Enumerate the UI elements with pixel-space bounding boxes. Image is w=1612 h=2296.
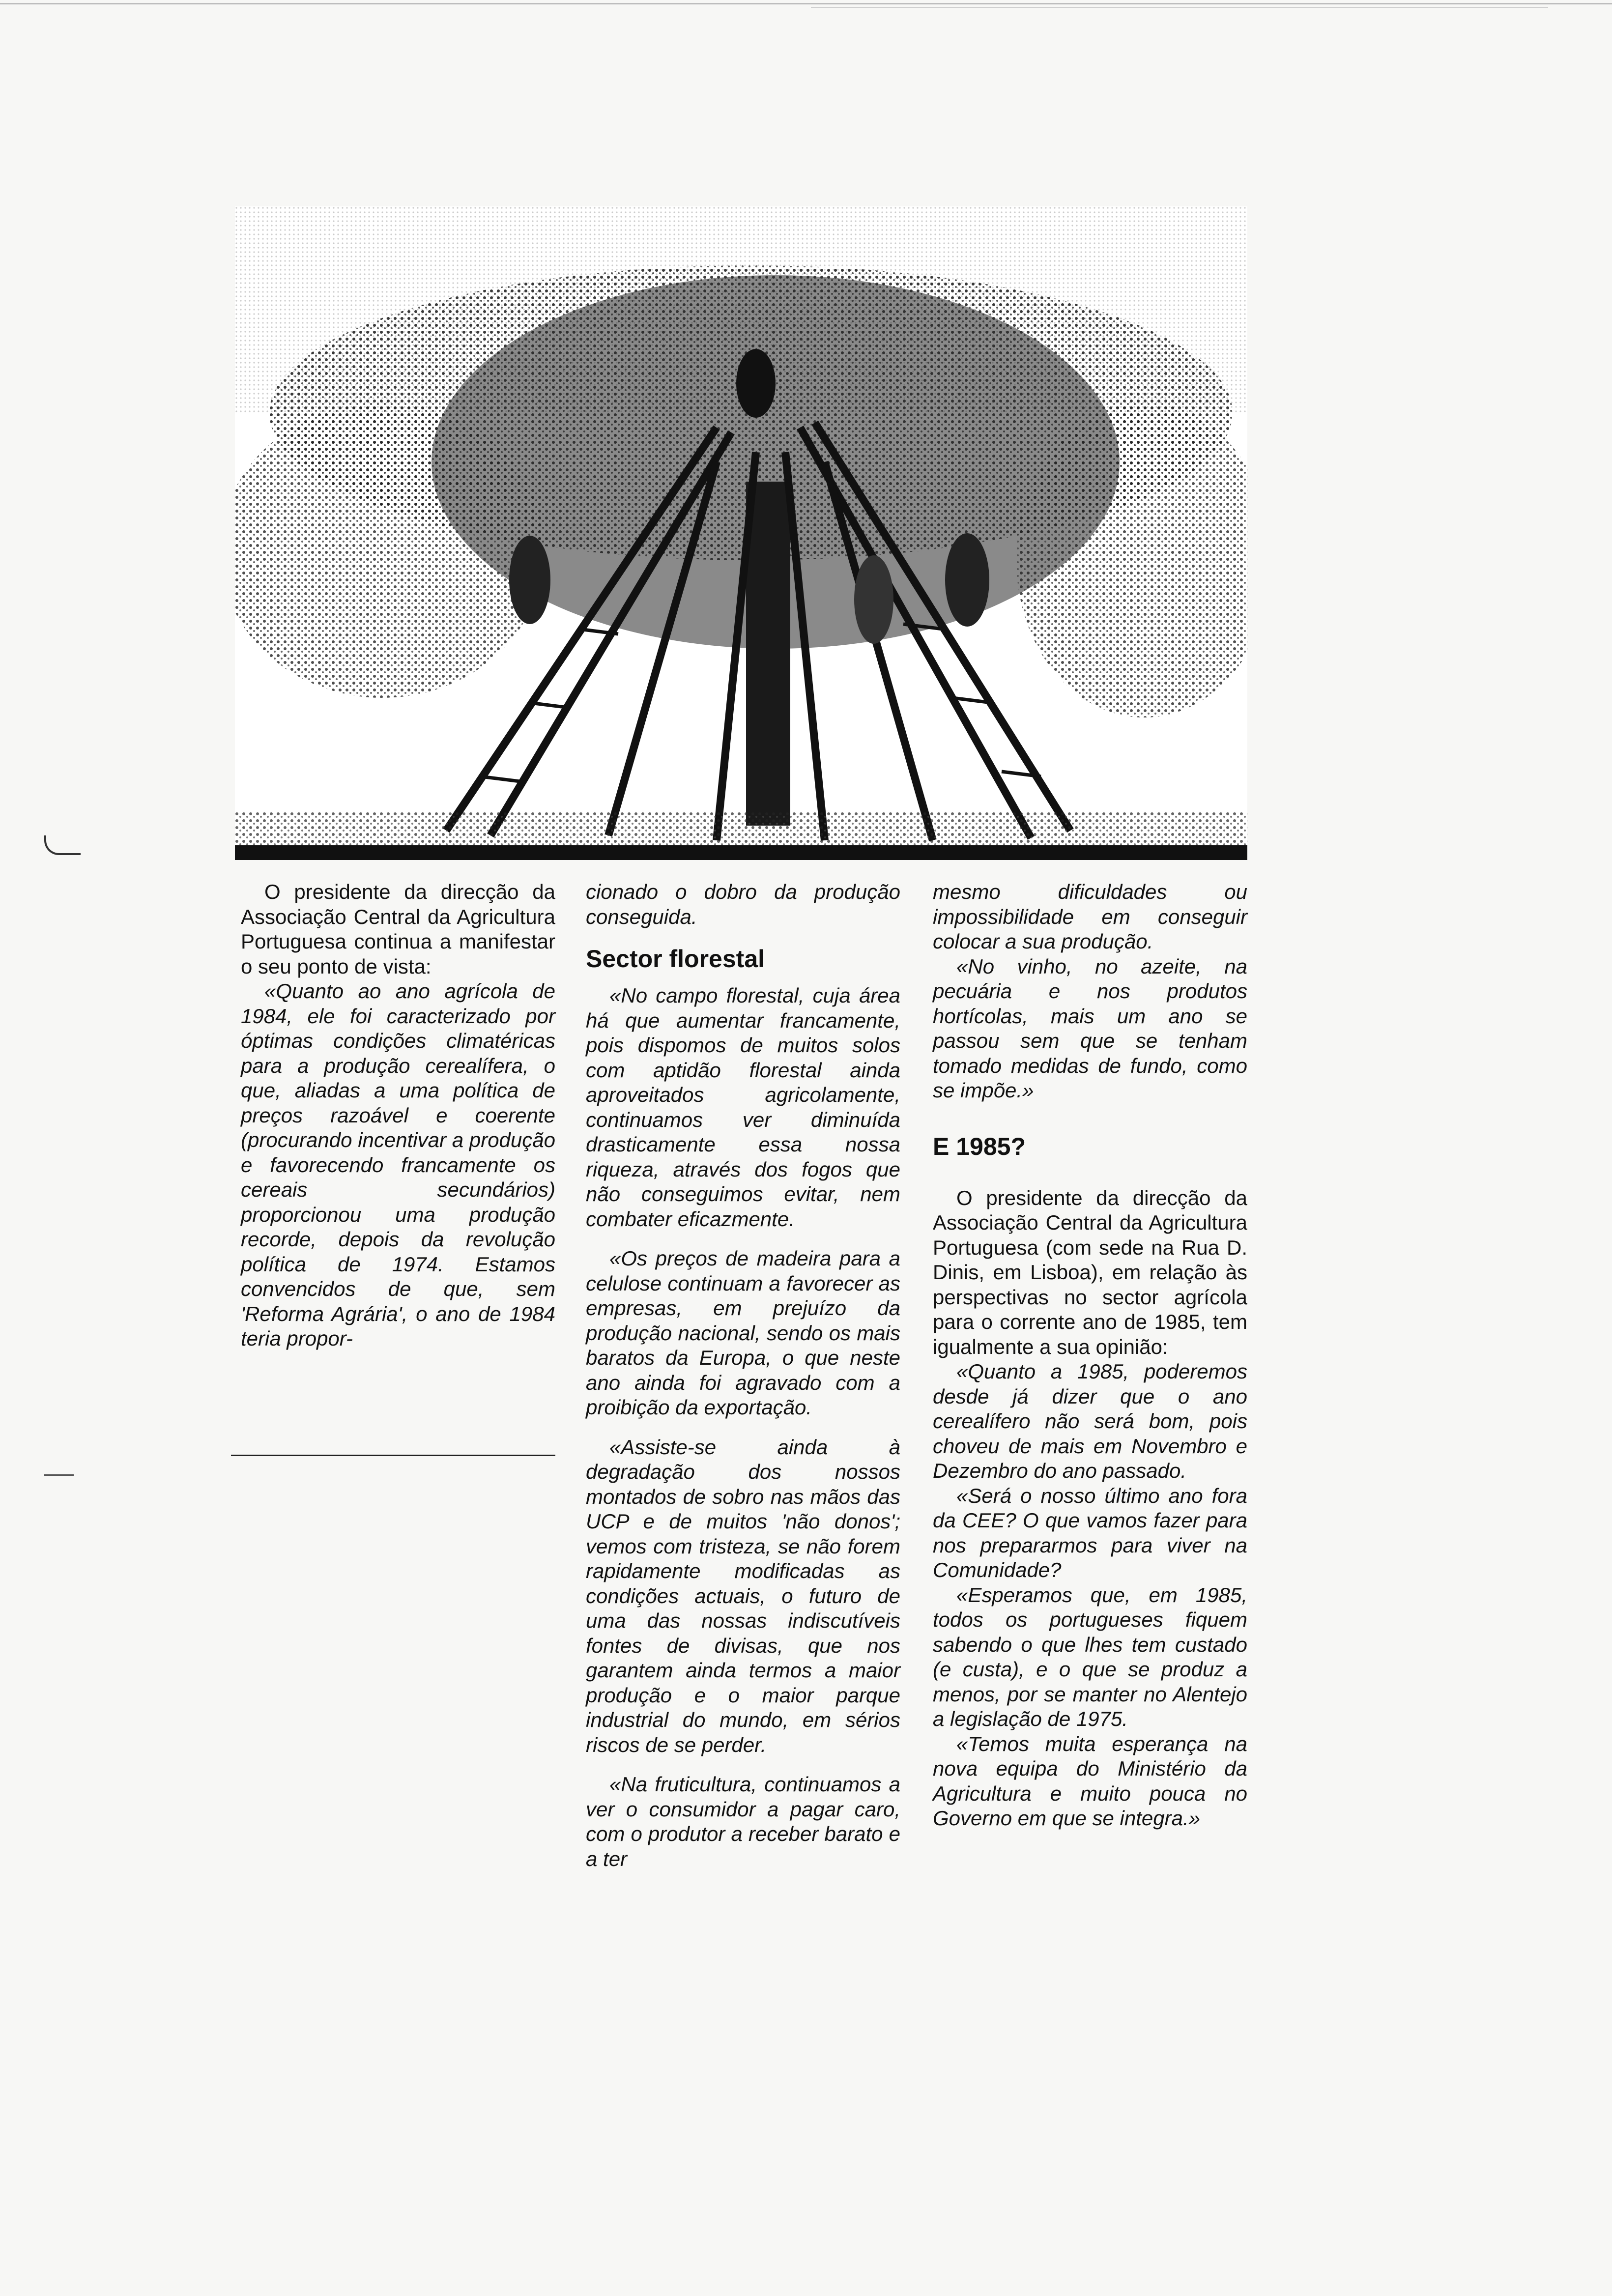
column-1-end-rule [231,1455,555,1456]
scan-dash [44,1474,74,1476]
column-1 [241,880,555,1351]
column-2 [586,880,900,1871]
col2-paragraph-3: «Assiste-se ainda à degradação dos nossos montados de sobro nas mãos das UCP e de muitos 'não donos'; vemos com tristeza, se não forem rapidamente modificadas as condições actuais, o futuro de uma das nossas indiscutíveis fontes de divisas, que nos garantem ainda termos a maior produção e o maior parque industrial do mundo, em sérios riscos de se perder. [586,1435,900,1756]
column-3 [933,880,1247,1831]
col1-quote: «Quanto ao ano agrícola de 1984, ele foi caracterizado por óptimas condições climatéricas para a produção cerealífera, o que, aliadas a uma política de preços razoável e coerente (procurando incentivar a produção e favorecendo francamente os cereais secundários) proporcionou uma produção recorde, depois da revolução política de 1974. Estamos convencidos de que, sem 'Reforma Agrária', o ano de 1984 teria propor- [241,979,555,1350]
col2-continuation: cionado o dobro da produção conseguida. [586,880,900,928]
col2-paragraph-1: «No campo florestal, cuja área há que aumentar francamente, pois dispomos de muitos solos com aptidão florestal ainda aproveitados agricolamente, continuamos ver diminuída drasticamente essa nossa riqueza, através dos fogos que não conseguimos evitar, nem combater eficazmente. [586,984,900,1231]
col3-paragraph-1: «No vinho, no azeite, na pecuária e nos produtos hortícolas, mais um ano se passou sem que se tenham tomado medidas de fundo, como se impõe.» [933,954,1247,1102]
col3-paragraph-4: «Será o nosso último ano fora da CEE? O que vamos fazer para nos prepararmos para viver na Comunidade? [933,1484,1247,1581]
orchard-harvest-photo [235,206,1247,860]
col3-paragraph-3: «Quanto a 1985, poderemos desde já dizer que o ano cerealífero não será bom, pois choveu de mais em Novembro e Dezembro do ano passado. [933,1360,1247,1482]
scan-mark [44,835,81,855]
col1-intro: O presidente da direcção da Associação Central da Agricultura Portuguesa continua a manifestar o seu ponto de vista: [241,880,555,978]
scan-edge-line [0,3,1612,4]
scan-edge-line-2 [811,7,1548,8]
section-heading-sector-florestal: Sector florestal [586,945,765,973]
col3-paragraph-2: O presidente da direcção da Associação Central da Agricultura Portuguesa (com sede na Rua D. Dinis, em Lisboa), em relação às perspectivas no sector agrícola para o corrente ano de 1985, tem igualmente a sua opinião: [933,1186,1247,1358]
col3-continuation: mesmo dificuldades ou impossibilidade em conseguir colocar a sua produção. [933,880,1247,953]
section-heading-e-1985: E 1985? [933,1132,1026,1160]
col3-paragraph-5: «Esperamos que, em 1985, todos os portugueses fiquem sabendo o que lhes tem custado (e custa), e o que se produz a menos, por se manter no Alentejo a legislação de 1975. [933,1583,1247,1730]
col3-paragraph-6: «Temos muita esperança na nova equipa do Ministério da Agricultura e muito pouca no Governo em que se integra.» [933,1732,1247,1830]
col2-paragraph-2: «Os preços de madeira para a celulose continuam a favorecer as empresas, em prejuízo da produção nacional, sendo os mais baratos da Europa, o que neste ano ainda foi agravado com a proibição da exportação. [586,1247,900,1419]
col2-paragraph-4: «Na fruticultura, continuamos a ver o consumidor a pagar caro, com o produtor a receber barato e a ter [586,1773,900,1870]
photo-svg [235,206,1247,860]
